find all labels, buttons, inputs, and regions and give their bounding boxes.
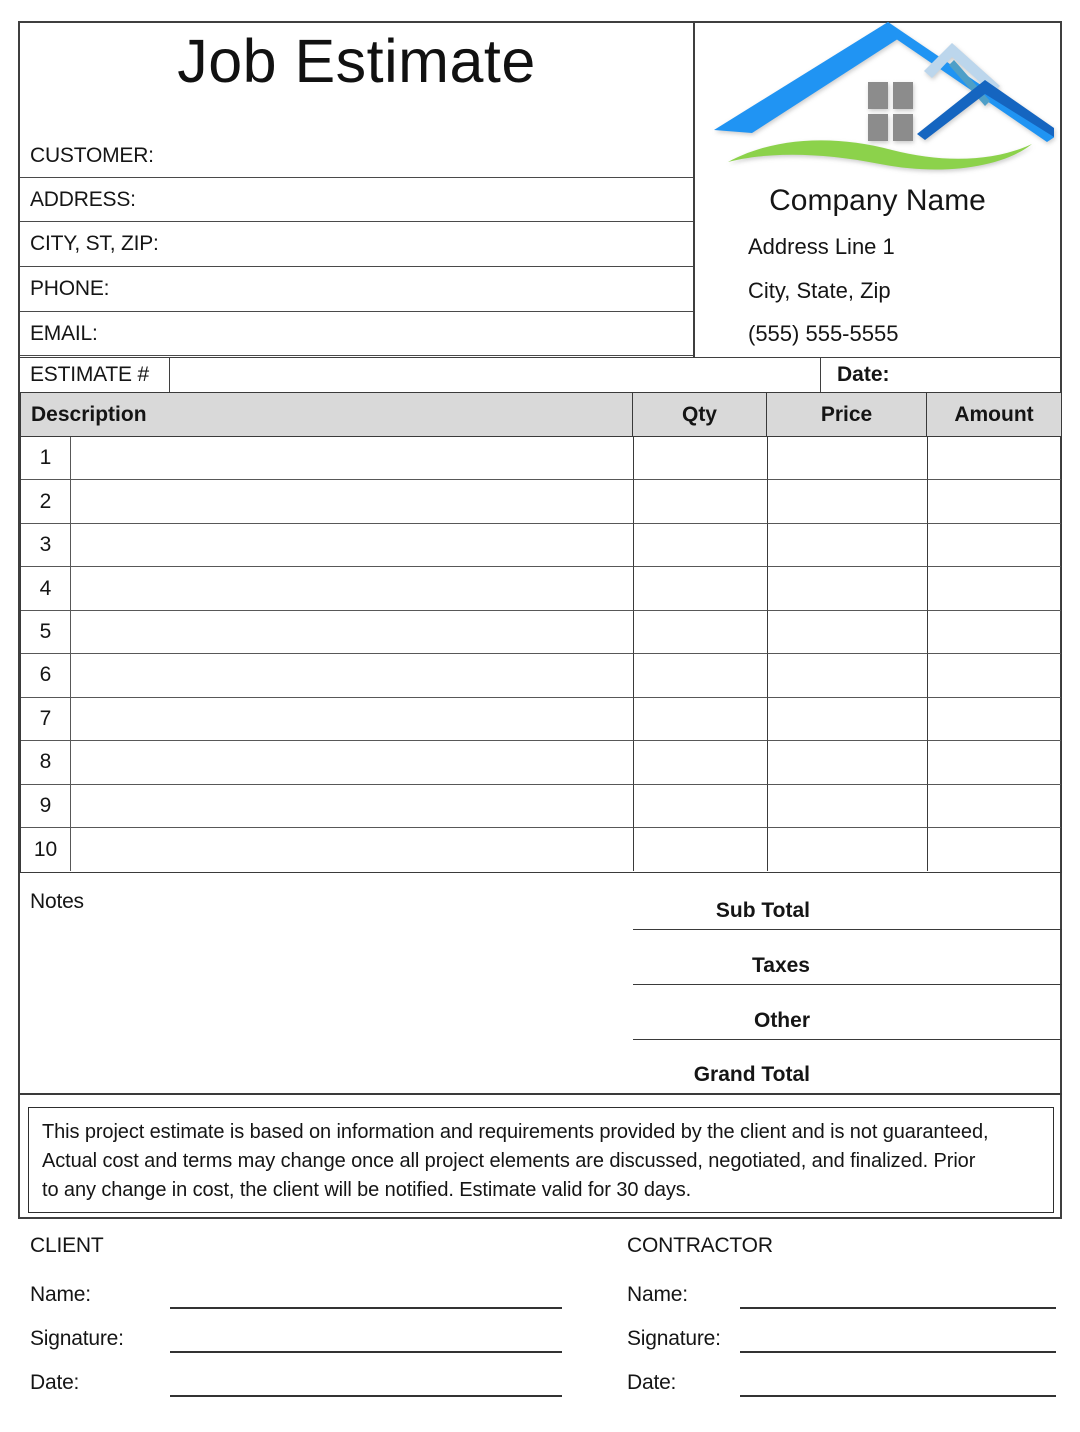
other-label: Other	[753, 1009, 810, 1032]
taxes-label: Taxes	[752, 954, 810, 977]
row-10-description-cell[interactable]	[71, 828, 634, 871]
city-st-zip-input-area[interactable]	[159, 222, 693, 266]
row-5-price-cell[interactable]	[768, 611, 928, 654]
row-3-price-cell[interactable]	[768, 524, 928, 567]
row-6-qty-cell[interactable]	[634, 654, 768, 697]
company-phone: (555) 555-5555	[748, 321, 899, 346]
items-table-header	[20, 392, 1062, 437]
phone-label: PHONE:	[30, 277, 110, 300]
city-st-zip-label: CITY, ST, ZIP:	[30, 232, 159, 255]
contractor-signature-line[interactable]	[740, 1351, 1056, 1353]
estimate-number-label-cell	[20, 358, 170, 392]
row-3-amount-cell[interactable]	[928, 524, 1061, 567]
email-input-area[interactable]	[98, 312, 693, 355]
items-table-body	[20, 437, 1062, 873]
row-7-row-number: 7	[21, 698, 71, 741]
row-2-amount-cell[interactable]	[928, 480, 1061, 523]
row-10-row-number: 10	[21, 828, 71, 871]
sub-total-row	[633, 873, 1062, 930]
client-date-line[interactable]	[170, 1395, 562, 1397]
row-5-amount-cell[interactable]	[928, 611, 1061, 654]
row-5-row-number: 5	[21, 611, 71, 654]
client-name-line[interactable]	[170, 1307, 562, 1309]
row-8-qty-cell[interactable]	[634, 741, 768, 784]
row-7-amount-cell[interactable]	[928, 698, 1061, 741]
customer-field-row	[20, 134, 693, 178]
row-2-qty-cell[interactable]	[634, 480, 768, 523]
contractor-name-label: Name:	[627, 1283, 688, 1306]
row-6-row-number: 6	[21, 654, 71, 697]
row-7-price-cell[interactable]	[768, 698, 928, 741]
row-3-description-cell[interactable]	[71, 524, 634, 567]
grand-total-row	[633, 1040, 1062, 1093]
row-9-row-number: 9	[21, 785, 71, 828]
row-9-price-cell[interactable]	[768, 785, 928, 828]
client-heading: CLIENT	[30, 1234, 104, 1257]
row-4-qty-cell[interactable]	[634, 567, 768, 610]
row-1-description-cell[interactable]	[71, 437, 634, 480]
city-st-zip-field-row	[20, 222, 693, 267]
row-5-qty-cell[interactable]	[634, 611, 768, 654]
grand-total-label: Grand Total	[693, 1063, 810, 1086]
row-1-row-number: 1	[21, 437, 71, 480]
row-6-amount-cell[interactable]	[928, 654, 1061, 697]
estimate-number-input-area[interactable]	[170, 358, 820, 392]
sub-total-value-area[interactable]	[810, 873, 1062, 929]
contractor-heading: CONTRACTOR	[627, 1234, 773, 1257]
row-8-price-cell[interactable]	[768, 741, 928, 784]
row-7-description-cell[interactable]	[71, 698, 634, 741]
phone-field-row	[20, 267, 693, 312]
date-cell	[820, 358, 1062, 392]
customer-label: CUSTOMER:	[30, 143, 154, 167]
contractor-signature-label: Signature:	[627, 1327, 721, 1350]
grand-total-value-area[interactable]	[810, 1040, 1062, 1093]
header-qty: Qty	[632, 393, 766, 436]
disclaimer-text: This project estimate is based on information and requirements provided by the client and is not guaranteed, Actual cost and terms may change once all project elements are discussed, negotiated, and finalized. Prior to any change in cost, the client will be notified. Estimate valid for 30 days.	[42, 1121, 989, 1201]
address-label: ADDRESS:	[30, 187, 136, 211]
company-logo-icon	[702, 16, 1054, 176]
row-6-price-cell[interactable]	[768, 654, 928, 697]
row-9-amount-cell[interactable]	[928, 785, 1061, 828]
row-4-row-number: 4	[21, 567, 71, 610]
header-amount: Amount	[926, 393, 1061, 436]
client-signature-line[interactable]	[170, 1351, 562, 1353]
row-9-description-cell[interactable]	[71, 785, 634, 828]
row-4-amount-cell[interactable]	[928, 567, 1061, 610]
row-3-row-number: 3	[21, 524, 71, 567]
date-input-area[interactable]	[890, 358, 1062, 392]
contractor-date-label: Date:	[627, 1371, 677, 1394]
company-city-state-zip: City, State, Zip	[748, 278, 891, 303]
row-1-amount-cell[interactable]	[928, 437, 1061, 480]
row-6-description-cell[interactable]	[71, 654, 634, 697]
row-2-description-cell[interactable]	[71, 480, 634, 523]
row-8-description-cell[interactable]	[71, 741, 634, 784]
row-1-price-cell[interactable]	[768, 437, 928, 480]
phone-input-area[interactable]	[109, 267, 693, 311]
company-address-line1: Address Line 1	[748, 234, 895, 259]
row-1-qty-cell[interactable]	[634, 437, 768, 480]
taxes-value-area[interactable]	[810, 930, 1062, 984]
row-10-amount-cell[interactable]	[928, 828, 1061, 871]
disclaimer-box	[28, 1107, 1054, 1213]
address-input-area[interactable]	[136, 178, 693, 221]
header-description: Description	[31, 402, 147, 426]
notes-label: Notes	[30, 890, 84, 913]
email-label: EMAIL:	[30, 321, 98, 345]
date-label: Date:	[837, 363, 890, 386]
company-name: Company Name	[769, 184, 986, 217]
row-8-amount-cell[interactable]	[928, 741, 1061, 784]
header-price: Price	[766, 393, 926, 436]
row-2-price-cell[interactable]	[768, 480, 928, 523]
logo-window	[868, 82, 913, 141]
page-title: Job Estimate	[177, 27, 536, 95]
email-field-row	[20, 312, 693, 356]
row-7-qty-cell[interactable]	[634, 698, 768, 741]
estimate-number-row	[20, 357, 1062, 392]
row-8-row-number: 8	[21, 741, 71, 784]
client-signature-label: Signature:	[30, 1327, 124, 1350]
totals-bottom-line	[20, 1093, 1062, 1095]
row-3-qty-cell[interactable]	[634, 524, 768, 567]
taxes-row	[633, 930, 1062, 985]
client-date-label: Date:	[30, 1371, 80, 1394]
row-4-price-cell[interactable]	[768, 567, 928, 610]
estimate-number-label: ESTIMATE #	[30, 363, 149, 386]
client-name-label: Name:	[30, 1283, 91, 1306]
row-10-price-cell[interactable]	[768, 828, 928, 871]
row-9-qty-cell[interactable]	[634, 785, 768, 828]
row-5-description-cell[interactable]	[71, 611, 634, 654]
other-value-area[interactable]	[810, 985, 1062, 1039]
row-2-row-number: 2	[21, 480, 71, 523]
address-field-row	[20, 178, 693, 222]
other-row	[633, 985, 1062, 1040]
row-4-description-cell[interactable]	[71, 567, 634, 610]
logo-green-swoosh	[728, 140, 1032, 169]
contractor-name-line[interactable]	[740, 1307, 1056, 1309]
row-10-qty-cell[interactable]	[634, 828, 768, 871]
contractor-date-line[interactable]	[740, 1395, 1056, 1397]
sub-total-label: Sub Total	[715, 899, 810, 922]
customer-input-area[interactable]	[154, 134, 693, 177]
